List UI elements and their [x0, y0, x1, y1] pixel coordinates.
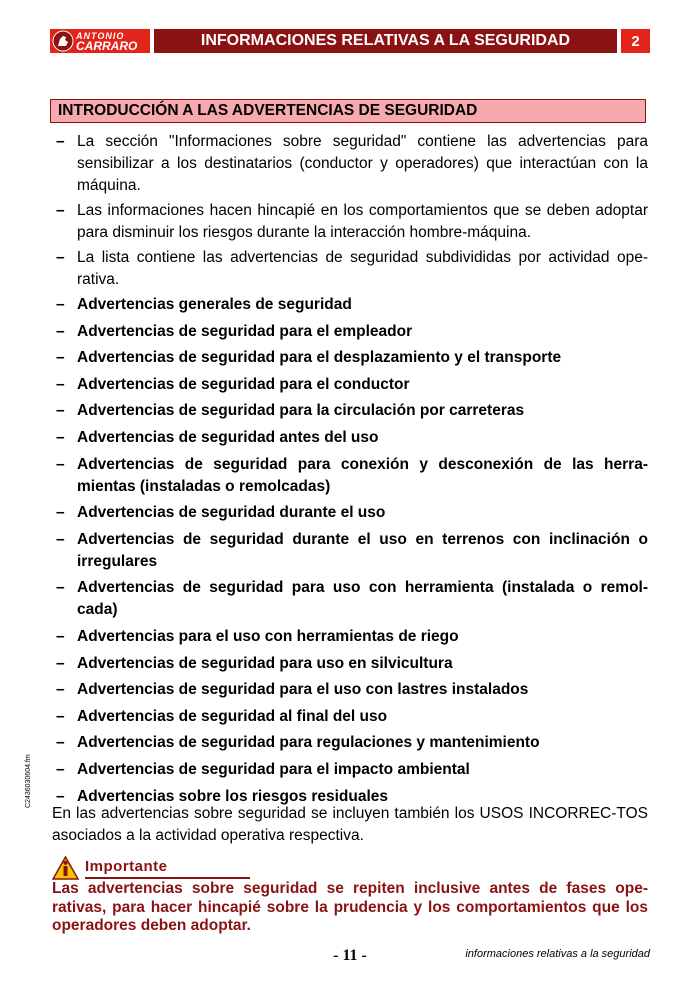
- header-title: INFORMACIONES RELATIVAS A LA SEGURIDAD: [154, 29, 617, 53]
- list-item: – Advertencias de seguridad durante el uso en terrenos con inclinación o irregulares: [56, 530, 648, 570]
- list-item: – Advertencias de seguridad para uso con herramienta (instalada o remol-cada): [56, 579, 648, 619]
- list-item: – Advertencias de seguridad para conexión y desconexión de las herra-mientas (instaladas o remolcadas): [56, 455, 648, 495]
- list-item: – Advertencias de seguridad para el desplazamiento y el transporte: [56, 349, 562, 367]
- info-warning-icon: [52, 856, 79, 880]
- rampant-horse-icon: [52, 30, 74, 52]
- page-number: - 11 -: [333, 947, 367, 964]
- closing-paragraph: En las advertencias sobre seguridad se incluyen también los USOS INCORREC-TOS asociados a la actividad operativa respectiva.: [52, 805, 648, 844]
- list-item: – Advertencias para el uso con herramientas de riego: [56, 627, 459, 645]
- advertencias-list: [56, 131, 648, 812]
- list-item: – Advertencias de seguridad para el empleador: [56, 322, 413, 340]
- important-rule: [85, 877, 250, 879]
- important-heading: [52, 856, 252, 880]
- list-item: – Advertencias de seguridad para regulaciones y mantenimiento: [56, 734, 540, 752]
- important-text: Las advertencias sobre seguridad se repiten inclusive antes de fases ope-rativas, para hacer hincapié sobre la prudencia y los comportamientos que los operadores deben adoptar.: [52, 880, 648, 934]
- list-item: – Advertencias de seguridad al final del uso: [56, 707, 388, 725]
- list-item: – Advertencias de seguridad para el impacto ambiental: [56, 760, 470, 778]
- list-item: – Advertencias generales de seguridad: [56, 296, 352, 313]
- doc-code: C2436030604.fm: [25, 754, 32, 808]
- brand-logo: [50, 29, 150, 53]
- brand-line2: CARRARO: [76, 39, 138, 53]
- page-header: [50, 29, 650, 53]
- list-item: – Advertencias de seguridad para el uso con lastres instalados: [56, 681, 529, 699]
- list-item: – Advertencias sobre los riesgos residuales: [56, 787, 388, 805]
- list-item: – Advertencias de seguridad durante el uso: [56, 504, 386, 522]
- list-item: – Advertencias de seguridad antes del uso: [56, 428, 379, 446]
- list-item: – La lista contiene las advertencias de seguridad subdivididas por actividad ope-rativa.: [56, 249, 648, 288]
- list-item: – La sección "Informaciones sobre seguridad" contiene las advertencias para sensibilizar a los destinatarios (conductor y operadores) que interactúan con la máquina.: [56, 133, 648, 194]
- important-label: Importante: [85, 858, 168, 875]
- list-item: – Las informaciones hacen hincapié en los comportamientos que se deben adoptar para disminuir los riesgos durante la interacción hombre-máquina.: [56, 202, 648, 241]
- list-item: – Advertencias de seguridad para la circulación por carreteras: [56, 402, 525, 420]
- section-title: INTRODUCCIÓN A LAS ADVERTENCIAS DE SEGURIDAD: [50, 99, 646, 123]
- chapter-badge: 2: [621, 29, 650, 53]
- footer-section-label: informaciones relativas a la seguridad: [465, 948, 650, 960]
- list-item: – Advertencias de seguridad para uso en silvicultura: [56, 654, 453, 672]
- list-item: – Advertencias de seguridad para el conductor: [56, 375, 410, 393]
- brand-line1: ANTONIO: [76, 31, 125, 41]
